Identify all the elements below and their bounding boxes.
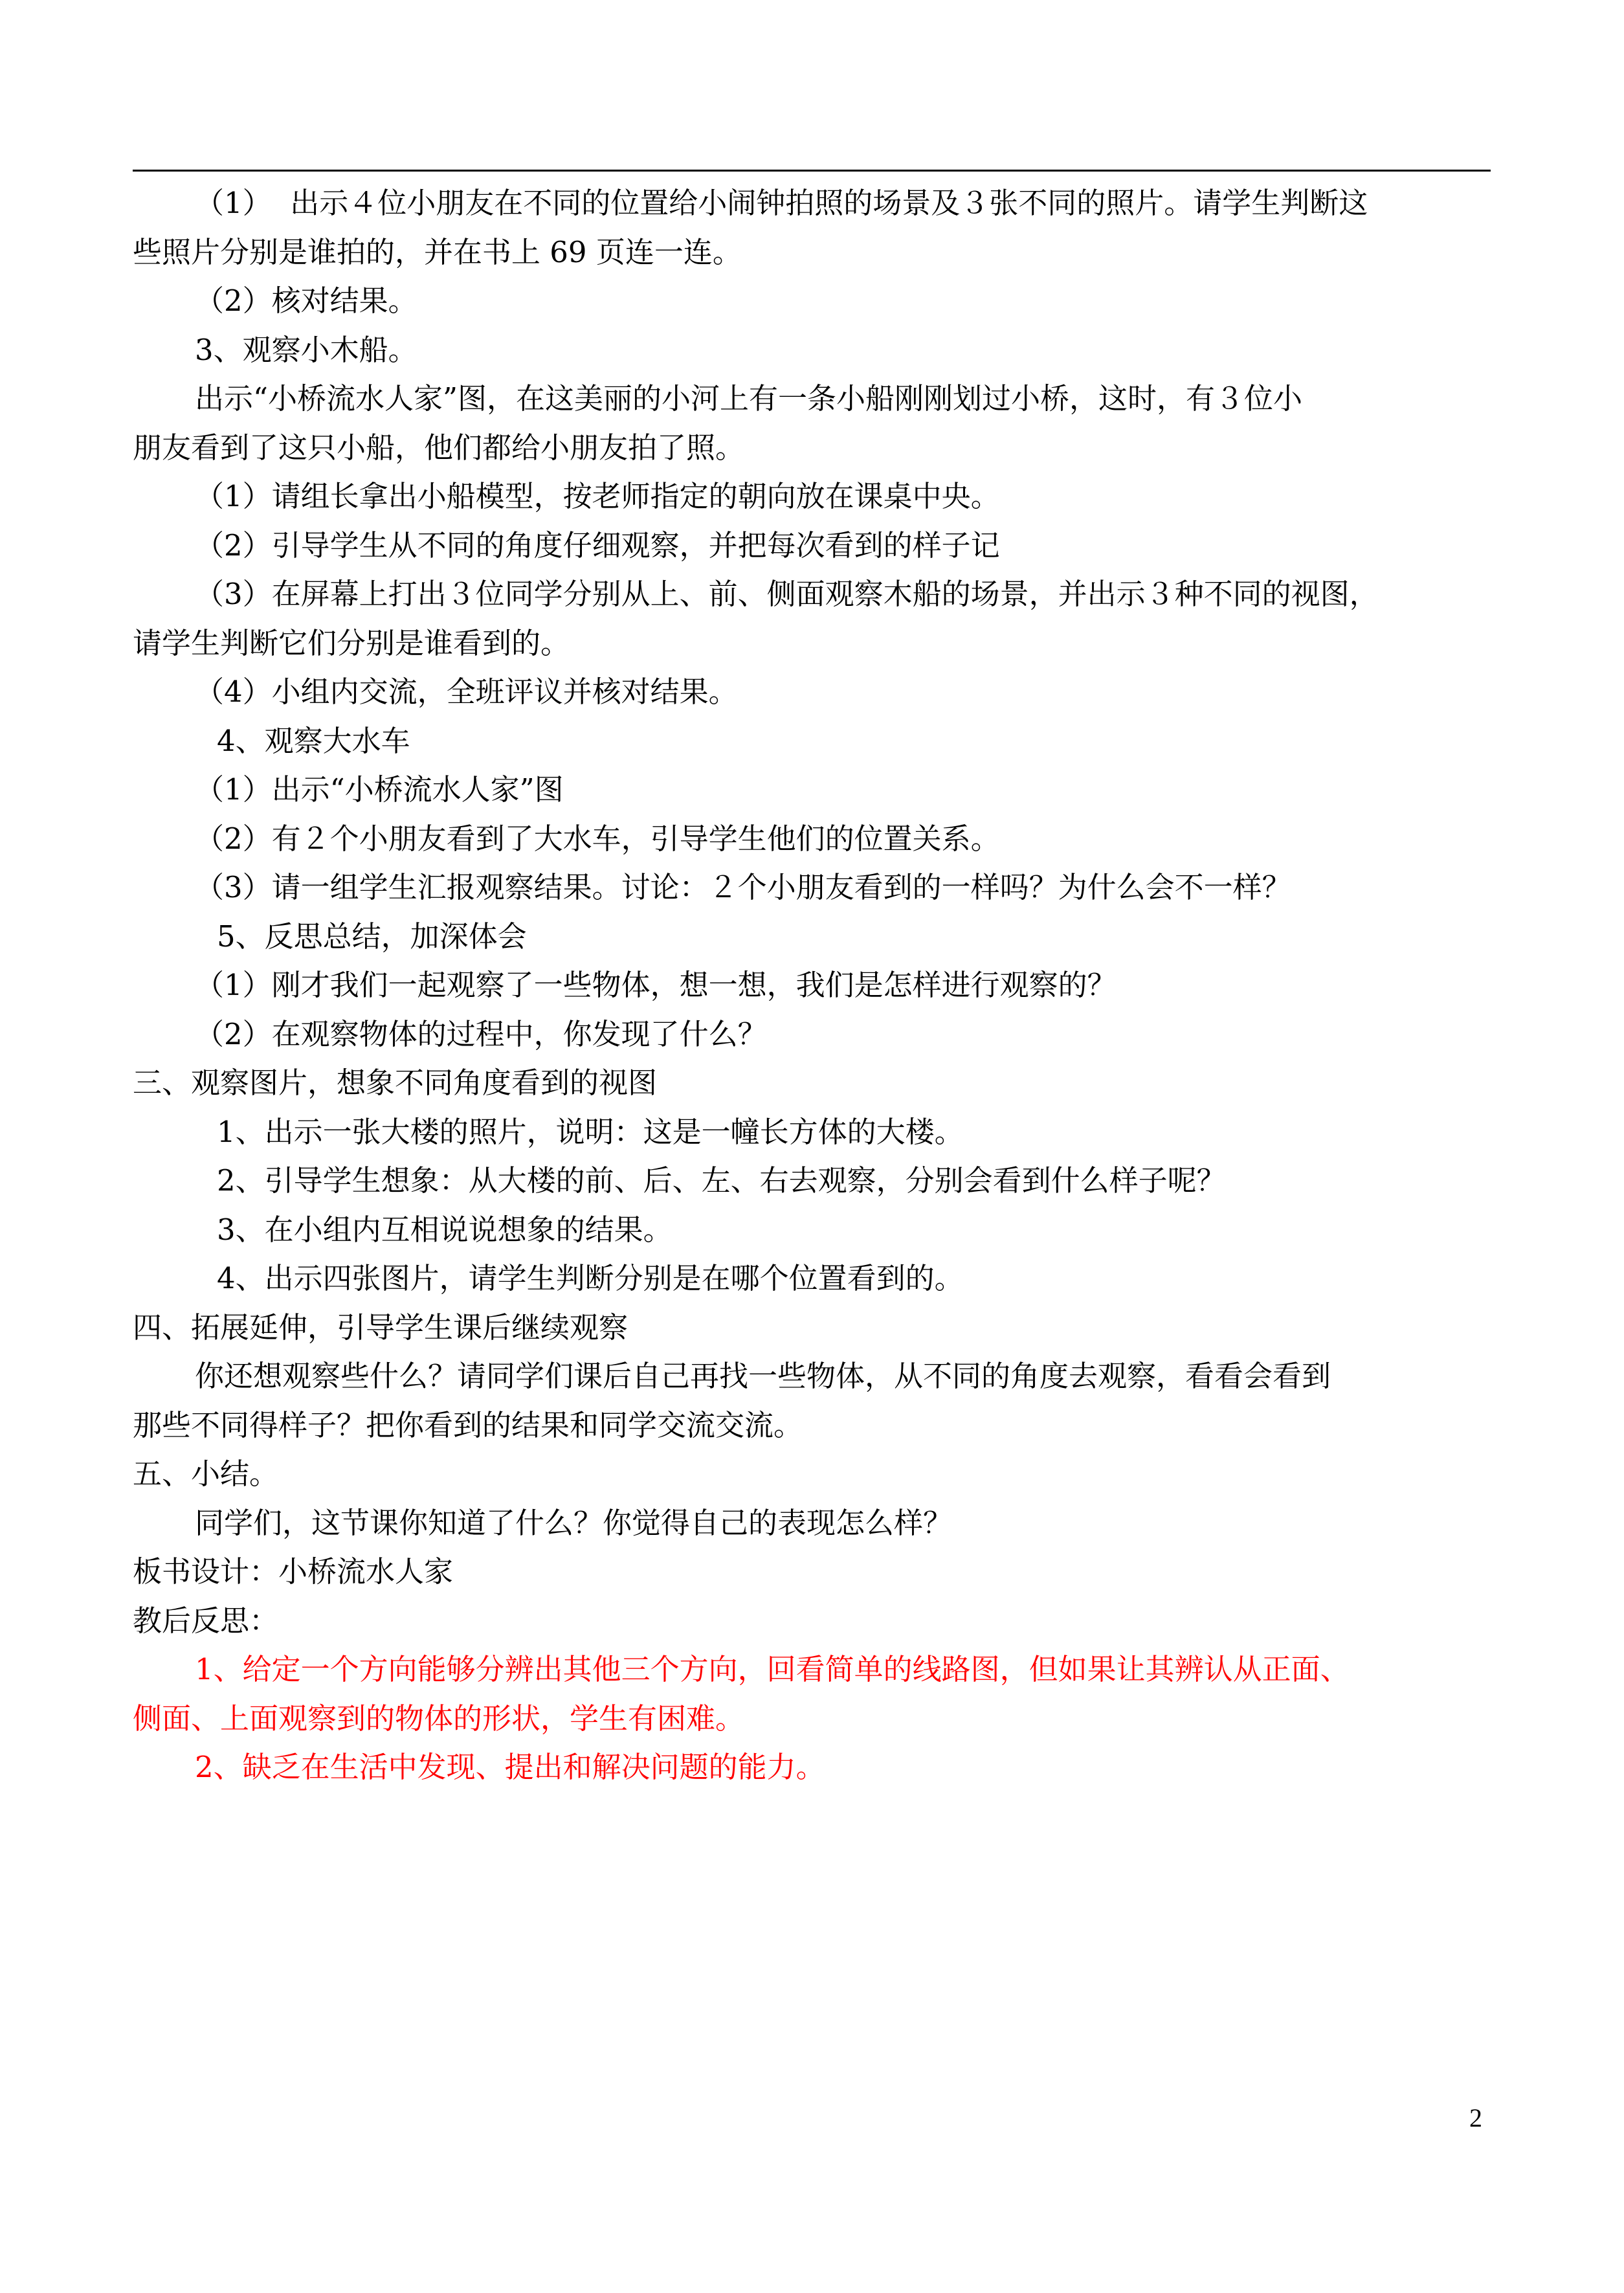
text-line: （4）小组内交流，全班评议并核对结果。	[195, 675, 738, 709]
text-line: 4、观察大水车	[217, 723, 410, 758]
page-number: 2	[1469, 2103, 1482, 2132]
text-line: 3、观察小木船。	[195, 332, 417, 367]
text-line: 5、反思总结，加深体会	[217, 919, 527, 954]
text-line: （2）引导学生从不同的角度仔细观察，并把每次看到的样子记	[195, 528, 1000, 563]
text-line: （2）核对结果。	[195, 284, 417, 318]
text-line: （3）请一组学生汇报观察结果。讨论：２个小朋友看到的一样吗？为什么会不一样？	[195, 870, 1291, 904]
text-line: 些照片分别是谁拍的，并在书上 69 页连一连。	[133, 234, 742, 269]
text-line: 四、拓展延伸，引导学生课后继续观察	[133, 1310, 628, 1345]
text-line: （3）在屏幕上打出３位同学分别从上、前、侧面观察木船的场景，并出示３种不同的视图，	[195, 577, 1379, 611]
text-line: （1）出示“小桥流水人家”图	[195, 772, 564, 807]
text-line: 2、引导学生想象：从大楼的前、后、左、右去观察，分别会看到什么样子呢？	[217, 1163, 1226, 1198]
text-line: 侧面、上面观察到的物体的形状，学生有困难。	[133, 1701, 745, 1736]
text-line: 同学们，这节课你知道了什么？你觉得自己的表现怎么样？	[195, 1505, 953, 1540]
text-line: 3、在小组内互相说说想象的结果。	[217, 1212, 673, 1247]
text-line: 1、出示一张大楼的照片，说明：这是一幢长方体的大楼。	[217, 1114, 964, 1149]
text-line: （2）有２个小朋友看到了大水车，引导学生他们的位置关系。	[195, 821, 1000, 856]
document-body	[133, 179, 1518, 1792]
text-line: 五、小结。	[133, 1457, 279, 1491]
text-line: （2）在观察物体的过程中，你发现了什么？	[195, 1016, 767, 1051]
text-line: （1） 出示４位小朋友在不同的位置给小闹钟拍照的场景及３张不同的照片。请学生判断这	[195, 186, 1368, 220]
text-line: 那些不同得样子？把你看到的结果和同学交流交流。	[133, 1407, 803, 1442]
text-line: 教后反思：	[133, 1603, 279, 1638]
header-rule	[133, 170, 1491, 172]
text-line: 朋友看到了这只小船，他们都给小朋友拍了照。	[133, 430, 745, 465]
text-line: 1、给定一个方向能够分辨出其他三个方向，回看简单的线路图，但如果让其辨认从正面、	[195, 1652, 1350, 1686]
text-line: 你还想观察些什么？请同学们课后自己再找一些物体，从不同的角度去观察，看看会看到	[195, 1359, 1331, 1393]
text-line: （1）刚才我们一起观察了一些物体，想一想，我们是怎样进行观察的？	[195, 968, 1117, 1002]
text-line: 板书设计：小桥流水人家	[133, 1554, 454, 1589]
text-line: 三、观察图片，想象不同角度看到的视图	[133, 1066, 658, 1100]
text-line: （1）请组长拿出小船模型，按老师指定的朝向放在课桌中央。	[195, 479, 1000, 513]
text-line: 请学生判断它们分别是谁看到的。	[133, 625, 570, 660]
text-line: 2、缺乏在生活中发现、提出和解决问题的能力。	[195, 1750, 825, 1784]
text-line: 4、出示四张图片，请学生判断分别是在哪个位置看到的。	[217, 1261, 964, 1295]
text-line: 出示“小桥流水人家”图，在这美丽的小河上有一条小船刚刚划过小桥，这时，有３位小	[195, 381, 1303, 416]
